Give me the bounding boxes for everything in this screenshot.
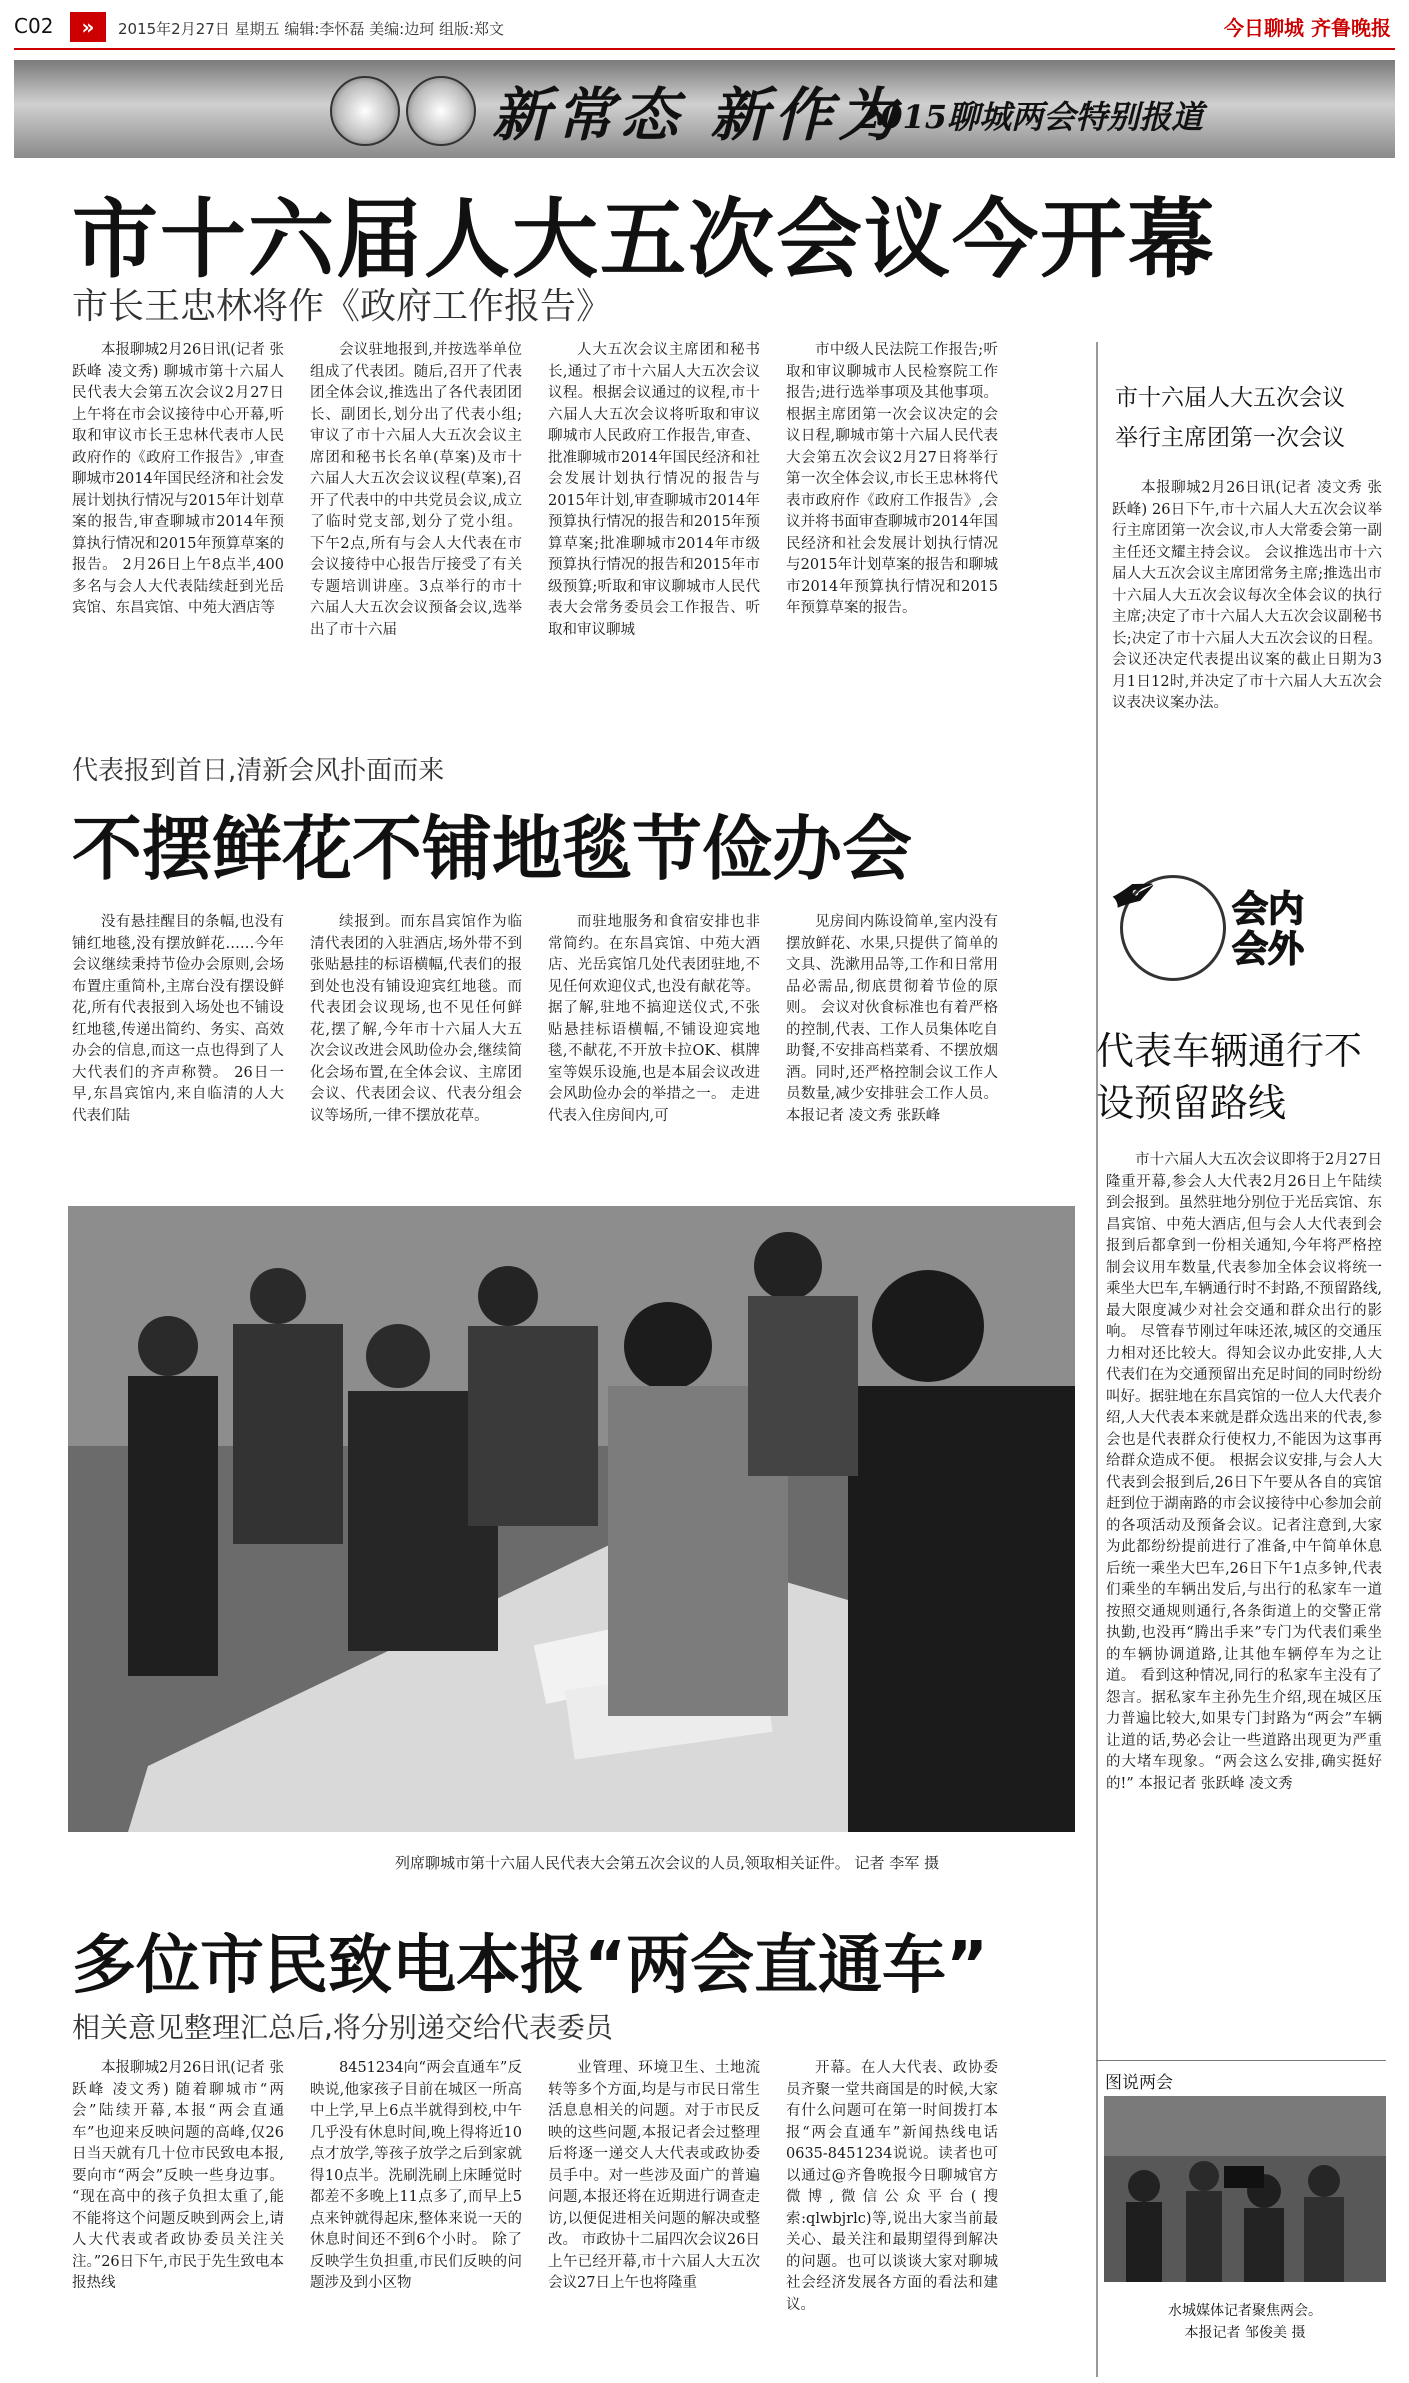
small-photo-illustration xyxy=(1104,2096,1386,2282)
story1-column-1: 本报聊城2月26日讯(记者 张跃峰 凌文秀) 聊城市第十六届人民代表大会第五次会议2月27日上午将在市会议接待中心开幕,听取和审议市长王忠林代表市人民政府作的《政府工作报告》,审查聊城市2014年国民经济和社会发展计划执行情况与2015年计划草案的报告,审查聊城市2014年预算执行情况和2015年预算草案的报告。 2月26日上午8点半,400多名与会人大代表陆续赶到光岳宾馆、东昌宾馆、中苑大酒店等 xyxy=(72,342,284,616)
story2-kicker: 代表报到首日,清新会风扑面而来 xyxy=(72,756,445,786)
story3-column-1: 本报聊城2月26日讯(记者 张跃峰 凌文秀) 随着聊城市“两会”陆续开幕,本报“两会直通车”也迎来反映问题的高峰,仅26日当天就有几十位市民致电本报,要向市“两会”反映一些身边事。 “现在高中的孩子负担太重了,能不能将这个问题反映到两会上,请人大代表或者政协委员关注关注。”26日下午,市民于先生致电本报热线 xyxy=(72,2060,284,2291)
issue-meta: 2015年2月27日 星期五 编辑:李怀磊 美编:边珂 组版:郑文 xyxy=(118,20,505,38)
small-photo-caption xyxy=(1104,2300,1386,2344)
main-subhead: 市长王忠林将作《政府工作报告》 xyxy=(72,286,613,327)
story1-column-3: 人大五次会议主席团和秘书长,通过了市十六届人大五次会议议程。根据会议通过的议程,市十六届人大五次会议将听取和审议聊城市人民政府工作报告,审查、批准聊城市2014年国民经济和社会发展计划执行情况的报告与2015年计划,审查聊城市2014年预算执行情况的报告和2015年预算草案;批准聊城市2014年市级预算执行情况的报告和2015年市级预算;听取和审议聊城市人民代表大会常务委员会工作报告、听取和审议聊城 xyxy=(548,342,760,638)
story1-column-4: 市中级人民法院工作报告;听取和审议聊城市人民检察院工作报告;进行选举事项及其他事项。 根据主席团第一次会议决定的会议日程,聊城市第十六届人民代表大会第五次会议2月27日将举行第一次全体会议,市长王忠林将代表市政府作《政府工作报告》,会议并将书面审查聊城市2014年国民经济和社会发展计划执行情况与2015年计划草案的报告和聊城市2014年预算执行情况和2015年预算草案的报告。 xyxy=(786,342,998,616)
news-photo xyxy=(68,1206,1075,1832)
news-photo-illustration xyxy=(68,1206,1075,1832)
main-headline: 市十六届人大五次会议今开幕 xyxy=(72,190,1216,290)
story3-column-4: 开幕。在人大代表、政协委员齐聚一堂共商国是的时候,大家有什么问题可在第一时间拨打本报“两会直通车”新闻热线电话0635-8451234说说。读者也可以通过@齐鲁晚报今日聊城官方微博,微信公众平台(搜索:qlwbjrlc)等,说出大家当前最关心、最关注和最期望得到解决的问题。也可以谈谈大家对聊城社会经济发展各方面的看法和建议。 xyxy=(786,2060,998,2313)
photo-box-label: 图说两会 xyxy=(1105,2073,1173,2093)
story2-headline: 不摆鲜花不铺地毯节俭办会 xyxy=(72,808,912,890)
newspaper-brand: 今日聊城 齐鲁晚报 xyxy=(1224,16,1391,40)
small-photo-caption-line1: 水城媒体记者聚焦两会。 xyxy=(1168,2303,1322,2319)
banner-slogan: 新常态 新作为 xyxy=(492,81,903,149)
story3-column-3: 业管理、环境卫生、土地流转等多个方面,均是与市民日常生活息息相关的问题。对于市民反映的这些问题,本报记者会过整理后将逐一递交人大代表或政协委员手中。对一些涉及面广的普遍问题,本报还将在近期进行调查走访,以便促进相关问题的解决或整改。 市政协十二届四次会议26日上午已经开幕,市十六届人大五次会议27日上午也将隆重 xyxy=(548,2060,760,2291)
national-emblem-icon xyxy=(330,76,400,146)
column-logo-text: 会内会外 xyxy=(1232,889,1305,970)
story2-column-4: 见房间内陈设简单,室内没有摆放鲜花、水果,只提供了简单的文具、洗漱用品等,工作和日常用品必需品,彻底贯彻着节俭的原则。 会议对伙食标准也有着严格的控制,代表、工作人员集体吃自助餐,不安排高档菜肴、不摆放烟酒。同时,还严格控制会议工作人员数量,减少安排驻会工作人员。 本报记者 凌文秀 张跃峰 xyxy=(786,914,998,1124)
story3-subhead: 相关意见整理汇总后,将分别递交给代表委员 xyxy=(72,2011,613,2044)
sidebar1-body: 本报聊城2月26日讯(记者 凌文秀 张跃峰) 26日下午,市十六届人大五次会议举行主席团第一次会议,市人大常委会第一副主任还文耀主持会议。 会议推选出市十六届人大五次会议主席团常务主席;推选出市十六届人大五次会议每次全体会议的执行主席;决定了市十六届人大五次会议副秘书长;决定了市十六届人大五次会议的日程。 会议还决定代表提出议案的截止日期为3月1日12时,并决定了市十六届人大五次会议表决议案办法。 xyxy=(1112,480,1382,711)
sidebar1-title: 市十六届人大五次会议举行主席团第一次会议 xyxy=(1115,385,1345,451)
page-number: C02 xyxy=(14,14,54,38)
small-news-photo xyxy=(1104,2096,1386,2282)
page-badge: » xyxy=(70,12,106,42)
story2-column-3: 而驻地服务和食宿安排也非常简约。在东昌宾馆、中苑大酒店、光岳宾馆几处代表团驻地,不见任何欢迎仪式,也没有献花等。据了解,驻地不搞迎送仪式,不张贴悬挂标语横幅,不铺设迎宾地毯,不献花,不开放卡拉OK、棋牌室等娱乐设施,也是本届会议改进会风助俭办会的举措之一。 走进代表入住房间内,可 xyxy=(548,914,760,1124)
small-photo-caption-line2: 本报记者 邹俊美 摄 xyxy=(1184,2325,1306,2341)
sidebar2-body: 市十六届人大五次会议即将于2月27日隆重开幕,参会人大代表2月26日上午陆续到会报到。虽然驻地分别位于光岳宾馆、东昌宾馆、中苑大酒店,但与会人大代表到会报到后都拿到一份相关通知,今年将严格控制会议用车数量,代表参加全体会议将统一乘坐大巴车,车辆通行时不封路,不预留路线,最大限度减少对社会交通和群众出行的影响。 尽管春节刚过年味还浓,城区的交通压力相对还比较大。得知会议办此安排,人大代表们在为交通预留出充足时间的同时纷纷叫好。据驻地在东昌宾馆的一位人大代表介绍,人大代表本来就是群众选出来的代表,参会也是代表群众行使权力,不能因为这事再给群众造成不便。 根据会议安排,与会人大代表到会报到后,26日下午要从各自的宾馆赶到位于湖南路的市会议接待中心参加会前的各项活动及预备会议。记者注意到,大家为此都纷纷提前进行了准备,中午简单休息后统一乘坐大巴车,26日下午1点多钟,代表们乘坐的车辆出发后,与出行的私家车一道按照交通规则通行,各条街道上的交警正常执勤,也没再“腾出手来”专门为代表们乘坐的车辆协调道路,让其他车辆停车为之让道。 看到这种情况,同行的私家车主没有了怨言。据私家车主孙先生介绍,现在城区压力普遍比较大,如果专门封路为“两会”车辆让道的话,势必会让一些道路出现更为严重的大堵车现象。“两会这么安排,确实挺好的!” 本报记者 张跃峰 凌文秀 xyxy=(1106,1152,1382,1792)
sidebar2-headline: 代表车辆通行不设预留路线 xyxy=(1096,1029,1363,1125)
banner-special-report: 2015聊城两会特别报道 xyxy=(858,98,1204,136)
header-rule xyxy=(14,48,1395,50)
photo-caption: 列席聊城市第十六届人民代表大会第五次会议的人员,领取相关证件。 记者 李军 摄 xyxy=(395,1854,940,1872)
story3-column-2: 8451234向“两会直通车”反映说,他家孩子目前在城区一所高中上学,早上6点半就得到校,中午几乎没有休息时间,晚上得将近10点才放学,等孩子放学之后到家就得10点半。洗刷洗刷上床睡觉时都差不多晚上11点多了,而早上5点来钟就得起床,整体来说一天的休息时间还不到6个小时。 除了反映学生负担重,市民们反映的问题涉及到小区物 xyxy=(310,2060,522,2291)
photo-box-rule xyxy=(1096,2060,1386,2061)
pen-icon: ✒ xyxy=(1097,852,1173,938)
sidebar-divider xyxy=(1096,342,1098,2377)
story3-headline: 多位市民致电本报“两会直通车” xyxy=(72,1929,989,2003)
cppcc-emblem-icon xyxy=(406,76,476,146)
story2-column-2: 续报到。而东昌宾馆作为临清代表团的入驻酒店,场外带不到张贴悬挂的标语横幅,代表们的报到处也没有铺设迎宾红地毯。而代表团会议现场,也不见任何鲜花,摆了解,今年市十六届人大五次会议改进会风助俭办会,继续简化会场布置,在全体会议、主席团会议、代表团会议、代表分组会议等场所,一律不摆放花草。 xyxy=(310,914,522,1124)
story2-column-1: 没有悬挂醒目的条幅,也没有铺红地毯,没有摆放鲜花……今年会议继续秉持节俭办会原则,会场布置庄重简朴,主席台没有摆设鲜花,所有代表报到入场处也不铺设红地毯,传递出简约、务实、高效办会的信息,而这一点也得到了人大代表们的齐声称赞。 26日一早,东昌宾馆内,来自临清的人大代表们陆 xyxy=(72,914,284,1124)
story1-column-2: 会议驻地报到,并按选举单位组成了代表团。随后,召开了代表团全体会议,推选出了各代表团团长、副团长,划分出了代表小组;审议了市十六届人大五次会议主席团和秘书长名单(草案)及市十六届人大五次会议议程(草案),召开了代表中的中共党员会议,成立了临时党支部,划分了党小组。 下午2点,所有与会人大代表在市会议接待中心报告厅接受了有关专题培训讲座。3点举行的市十六届人大五次会议预备会议,选举出了市十六届 xyxy=(310,342,522,638)
